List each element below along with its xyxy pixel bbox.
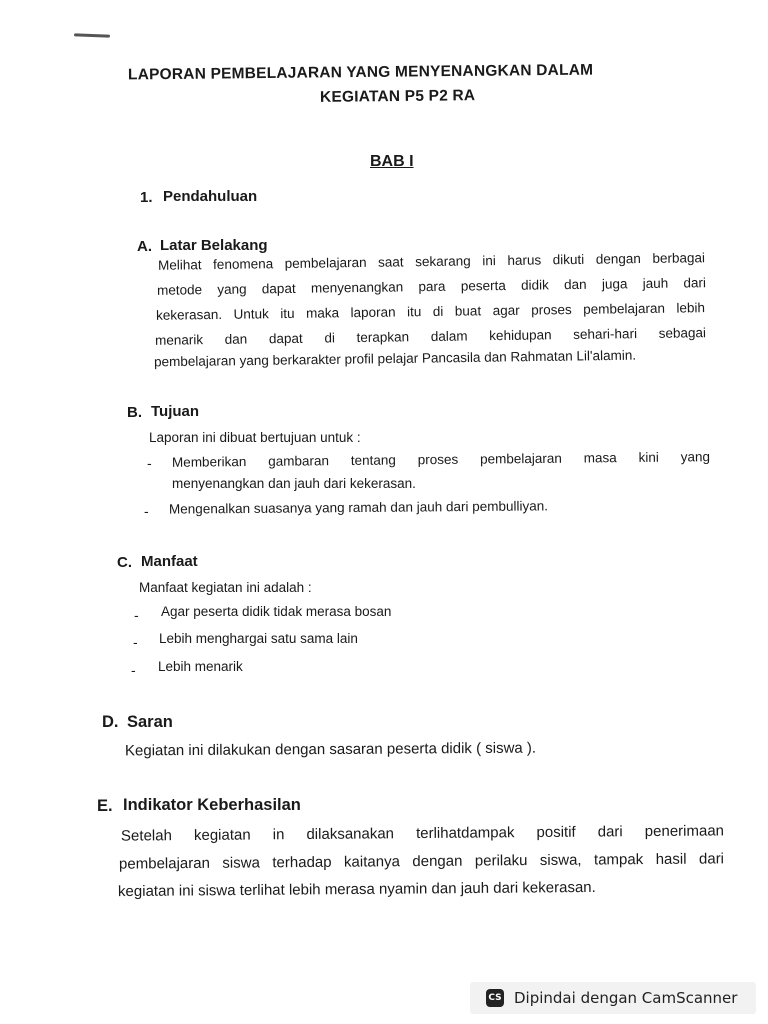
bullet-dash: - xyxy=(147,455,152,471)
tujuan-heading: Tujuan xyxy=(151,403,200,420)
tujuan-intro: Laporan ini dibuat bertujuan untuk : xyxy=(149,430,361,445)
manfaat-intro: Manfaat kegiatan ini adalah : xyxy=(139,580,312,595)
latar-heading: Latar Belakang xyxy=(160,237,268,254)
latar-line: menarik dan dapat di terapkan dalam kehidupan sehari-hari sebagai xyxy=(154,325,707,348)
bullet-dash: - xyxy=(144,503,149,519)
latar-label: A. xyxy=(137,238,152,255)
document-title-line-1: LAPORAN PEMBELAJARAN YANG MENYENANGKAN DALAM xyxy=(127,61,594,84)
camscanner-label: Dipindai dengan CamScanner xyxy=(514,989,738,1007)
latar-line: kekerasan. Untuk itu maka laporan itu di buat agar proses pembelajaran lebih xyxy=(155,300,706,323)
bullet-dash: - xyxy=(133,634,138,650)
manfaat-bullet: Agar peserta didik tidak merasa bosan xyxy=(161,604,392,619)
manfaat-heading: Manfaat xyxy=(141,553,198,570)
bullet-dash: - xyxy=(134,607,139,623)
camscanner-watermark xyxy=(470,982,756,1014)
tujuan-bullet: Memberikan gambaran tentang proses pembelajaran masa kini yang xyxy=(171,449,711,470)
manfaat-bullet: Lebih menarik xyxy=(158,659,243,674)
manfaat-label: C. xyxy=(117,554,132,571)
indikator-line: Setelah kegiatan in dilaksanakan terlihatdampak positif dari penerimaan xyxy=(120,822,725,845)
tujuan-label: B. xyxy=(127,404,142,421)
indikator-label: E. xyxy=(97,797,113,815)
tujuan-bullet: Mengenalkan suasanya yang ramah dan jauh dari pembulliyan. xyxy=(168,498,549,517)
bullet-dash: - xyxy=(131,662,136,678)
chapter-heading: BAB I xyxy=(370,153,414,170)
indikator-heading: Indikator Keberhasilan xyxy=(123,796,301,814)
saran-heading: Saran xyxy=(127,713,173,731)
latar-line: Melihat fenomena pembelajaran saat sekarang ini harus dikuti dengan berbagai xyxy=(157,250,706,273)
section-number: 1. xyxy=(140,189,153,206)
section-title: Pendahuluan xyxy=(163,188,258,205)
latar-line: pembelajaran yang berkarakter profil pelajar Pancasila dan Rahmatan Lil'alamin. xyxy=(153,347,637,370)
saran-label: D. xyxy=(102,713,119,731)
saran-text: Kegiatan ini dilakukan dengan sasaran peserta didik ( siswa ). xyxy=(124,739,537,760)
manfaat-bullet: Lebih menghargai satu sama lain xyxy=(159,631,358,646)
indikator-line: pembelajaran siswa terhadap kaitanya dengan perilaku siswa, tampak hasil dari xyxy=(118,850,725,873)
latar-line: metode yang dapat menyenangkan para peserta didik dan juga jauh dari xyxy=(156,275,707,298)
camscanner-icon: CS xyxy=(486,989,504,1007)
staple-mark xyxy=(74,33,110,37)
document-title-line-2: KEGIATAN P5 P2 RA xyxy=(319,87,476,106)
indikator-line: kegiatan ini siswa terlihat lebih merasa nyamin dan jauh dari kekerasan. xyxy=(117,878,596,901)
tujuan-bullet-continuation: menyenangkan dan jauh dari kekerasan. xyxy=(172,476,416,491)
